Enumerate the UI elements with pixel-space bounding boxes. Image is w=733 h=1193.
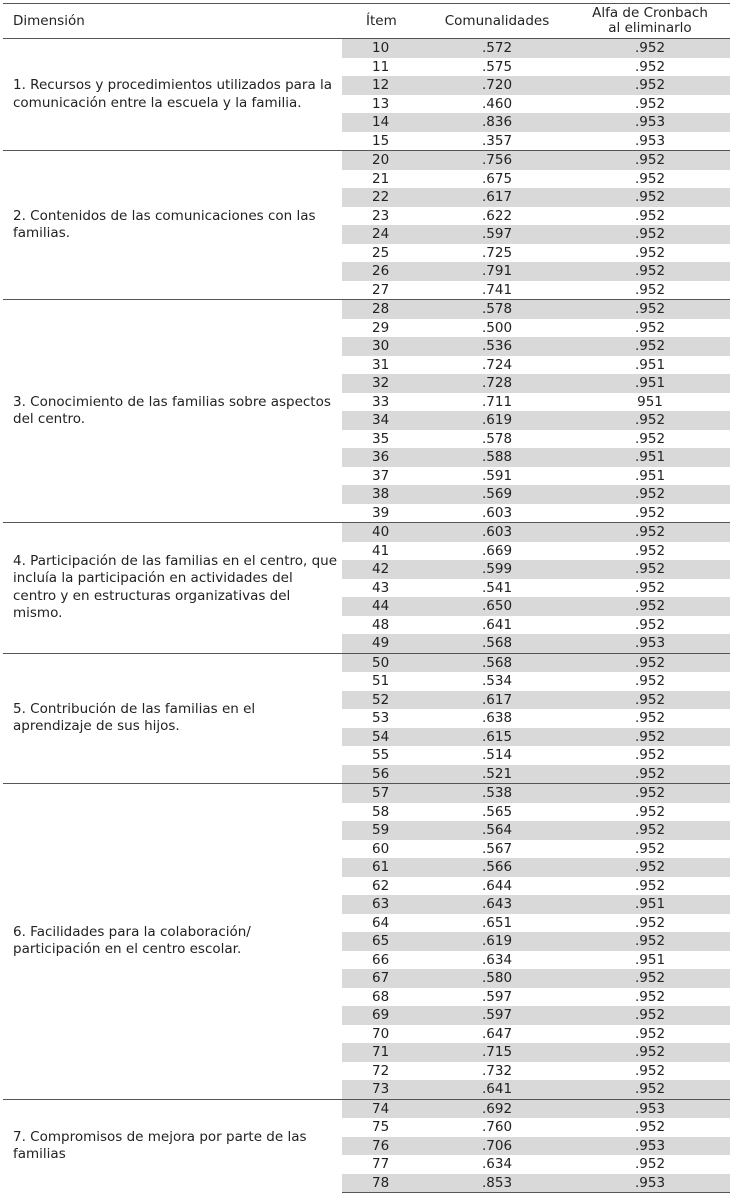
item-number-cell: 73: [342, 1080, 424, 1099]
alpha-cell: .952: [634, 747, 666, 763]
alpha-cell: .952: [570, 523, 730, 542]
alpha-cell: .952: [634, 988, 666, 1005]
communality-cell: .580: [424, 969, 570, 988]
alpha-cell: .953: [570, 1137, 730, 1156]
item-number-cell: 10: [342, 39, 424, 58]
communality-cell: .615: [424, 728, 570, 747]
communality-cell: .572: [424, 39, 570, 58]
communality-cell: .599: [424, 560, 570, 579]
communality-cell: .741: [481, 281, 513, 298]
item-number-cell: 72: [372, 1062, 390, 1079]
item-number-cell: 12: [342, 76, 424, 95]
communality-cell: .634: [481, 1156, 513, 1172]
item-number-cell: 23: [372, 207, 390, 224]
alpha-cell: .952: [570, 969, 730, 988]
header-row: [3, 4, 730, 39]
alpha-cell: .951: [570, 895, 730, 914]
communality-cell: .641: [424, 1080, 570, 1099]
alpha-cell: .952: [634, 95, 666, 112]
communality-cell: .575: [481, 58, 513, 75]
item-number-cell: 71: [342, 1043, 424, 1062]
item-number-cell: 20: [342, 151, 424, 170]
alpha-cell: .952: [570, 597, 730, 616]
communality-cell: .568: [424, 634, 570, 653]
item-number-cell: 38: [342, 485, 424, 504]
alpha-cell: .952: [570, 39, 730, 58]
item-number-cell: 77: [372, 1156, 390, 1172]
item-number-cell: 44: [342, 597, 424, 616]
item-number-cell: 65: [342, 932, 424, 951]
alpha-cell: .952: [570, 411, 730, 430]
communality-cell: .357: [481, 132, 513, 149]
dimension-cell: 1. Recursos y procedimientos utilizados para la comunicación entre la escuela y la familia.: [3, 39, 342, 151]
item-number-cell: 50: [342, 653, 424, 672]
item-number-cell: 28: [342, 300, 424, 319]
dimension-cell: 7. Compromisos de mejora por parte de las familias: [3, 1099, 342, 1193]
communality-cell: .711: [481, 393, 513, 410]
alpha-cell: .952: [570, 858, 730, 877]
item-number-cell: 33: [372, 393, 390, 410]
item-number-cell: 74: [342, 1099, 424, 1118]
dimension-cell: 5. Contribución de las familias en el aprendizaje de sus hijos.: [3, 653, 342, 784]
item-number-cell: 29: [372, 319, 390, 336]
table-header: [3, 4, 730, 39]
alpha-cell: .952: [634, 170, 666, 187]
communality-cell: .644: [481, 877, 513, 894]
communality-cell: .564: [424, 821, 570, 840]
alpha-cell: .952: [570, 485, 730, 504]
item-number-cell: 27: [372, 281, 390, 298]
communality-cell: .597: [424, 1006, 570, 1025]
item-number-cell: 75: [372, 1119, 390, 1135]
communality-cell: .619: [424, 411, 570, 430]
alpha-cell: .953: [570, 1099, 730, 1118]
communality-cell: .500: [481, 319, 513, 336]
dimension-cell: 6. Facilidades para la colaboración/ participación en el centro escolar.: [3, 784, 342, 1100]
item-number-cell: 24: [342, 225, 424, 244]
header-item: Ítem: [342, 4, 424, 39]
item-number-cell: 48: [372, 616, 390, 633]
alpha-cell: .952: [634, 1156, 666, 1172]
communality-cell: .541: [481, 579, 513, 596]
item-number-cell: 62: [372, 877, 390, 894]
communality-cell: .568: [424, 653, 570, 672]
item-number-cell: 30: [342, 337, 424, 356]
item-number-cell: 59: [342, 821, 424, 840]
table-row: [3, 523, 730, 542]
alpha-cell: .952: [570, 337, 730, 356]
item-number-cell: 78: [342, 1174, 424, 1193]
item-number-cell: 54: [342, 728, 424, 747]
communality-cell: .538: [424, 784, 570, 803]
communality-cell: .853: [424, 1174, 570, 1193]
alpha-cell: .952: [634, 840, 666, 857]
alpha-cell: .952: [570, 691, 730, 710]
communality-cell: .591: [481, 467, 513, 484]
item-number-cell: 37: [372, 467, 390, 484]
dimension-cell: 4. Participación de las familias en el centro, que incluía la participación en actividades del centro y en estructuras organizativas del mismo.: [3, 523, 342, 654]
item-number-cell: 21: [372, 170, 390, 187]
communality-cell: .578: [424, 300, 570, 319]
alpha-cell: .952: [570, 1006, 730, 1025]
alpha-cell: .951: [570, 448, 730, 467]
item-number-cell: 52: [342, 691, 424, 710]
header-cronbach-alpha: [570, 4, 730, 39]
item-number-cell: 13: [372, 95, 390, 112]
table-row: [3, 784, 730, 803]
alpha-cell: .952: [570, 653, 730, 672]
item-number-cell: 57: [342, 784, 424, 803]
communality-cell: .597: [424, 225, 570, 244]
alpha-cell: .952: [634, 616, 666, 633]
item-number-cell: 58: [372, 803, 390, 820]
item-number-cell: 56: [342, 765, 424, 784]
item-number-cell: 42: [342, 560, 424, 579]
alpha-cell: .952: [570, 76, 730, 95]
item-number-cell: 70: [372, 1025, 390, 1042]
communality-cell: .720: [424, 76, 570, 95]
item-number-cell: 35: [372, 430, 390, 447]
communality-cell: .643: [424, 895, 570, 914]
dimension-cell: 3. Conocimiento de las familias sobre aspectos del centro.: [3, 300, 342, 523]
alpha-cell: .952: [634, 319, 666, 336]
communality-cell: .669: [481, 542, 513, 559]
header-dimension: Dimensión: [3, 4, 342, 39]
alpha-cell: .952: [634, 58, 666, 75]
alpha-cell: .953: [570, 634, 730, 653]
item-number-cell: 55: [372, 747, 390, 763]
table-row: [3, 39, 730, 58]
item-number-cell: 11: [372, 58, 390, 75]
alpha-cell: .952: [570, 932, 730, 951]
communalities-table: [3, 3, 730, 1193]
item-number-cell: 32: [342, 374, 424, 393]
item-number-cell: 49: [342, 634, 424, 653]
communality-cell: .617: [424, 691, 570, 710]
communality-cell: .756: [424, 151, 570, 170]
item-number-cell: 36: [342, 448, 424, 467]
communality-cell: .536: [424, 337, 570, 356]
communality-cell: .460: [481, 95, 513, 112]
alpha-cell: .952: [570, 151, 730, 170]
item-number-cell: 26: [342, 262, 424, 281]
item-number-cell: 67: [342, 969, 424, 988]
alpha-cell: .952: [634, 803, 666, 820]
item-number-cell: 40: [342, 523, 424, 542]
item-number-cell: 34: [342, 411, 424, 430]
item-number-cell: 15: [372, 132, 390, 149]
item-number-cell: 60: [372, 840, 390, 857]
alpha-cell: .952: [634, 207, 666, 224]
communality-cell: .647: [481, 1025, 513, 1042]
alpha-cell: .952: [570, 560, 730, 579]
dimension-cell: 2. Contenidos de las comunicaciones con las familias.: [3, 151, 342, 300]
communality-cell: .597: [481, 988, 513, 1005]
communality-cell: .588: [424, 448, 570, 467]
item-number-cell: 76: [342, 1137, 424, 1156]
communality-cell: .651: [481, 914, 513, 931]
alpha-cell: .952: [570, 262, 730, 281]
alpha-cell: .952: [634, 542, 666, 559]
alpha-cell: .952: [634, 673, 666, 689]
item-number-cell: 31: [372, 356, 390, 373]
table-row: [3, 300, 730, 319]
alpha-cell: .953: [634, 132, 666, 149]
item-number-cell: 39: [372, 504, 390, 521]
communality-cell: .706: [424, 1137, 570, 1156]
communality-cell: .565: [481, 803, 513, 820]
communality-cell: .732: [481, 1062, 513, 1079]
item-number-cell: 63: [342, 895, 424, 914]
alpha-cell: .953: [570, 113, 730, 132]
communality-cell: .569: [424, 485, 570, 504]
item-number-cell: 14: [342, 113, 424, 132]
alpha-cell: .952: [634, 281, 666, 298]
communality-cell: .603: [481, 504, 513, 521]
alpha-cell: 951: [637, 393, 663, 410]
alpha-cell: .952: [570, 821, 730, 840]
header-alpha-line1: Alfa de Cronbach: [592, 5, 708, 21]
alpha-cell: .952: [634, 877, 666, 894]
communality-cell: .578: [481, 430, 513, 447]
communality-cell: .617: [424, 188, 570, 207]
table-body: [3, 39, 730, 1193]
alpha-cell: .951: [634, 951, 666, 968]
item-number-cell: 51: [372, 673, 390, 689]
communality-cell: .760: [481, 1119, 513, 1135]
alpha-cell: .952: [634, 244, 666, 261]
alpha-cell: .952: [570, 728, 730, 747]
alpha-cell: .952: [634, 1062, 666, 1079]
communality-cell: .715: [424, 1043, 570, 1062]
communality-cell: .534: [481, 673, 513, 689]
alpha-cell: .952: [634, 1119, 666, 1135]
communality-cell: .650: [424, 597, 570, 616]
communality-cell: .603: [424, 523, 570, 542]
alpha-cell: .952: [570, 1080, 730, 1099]
alpha-cell: .952: [570, 225, 730, 244]
table-row: [3, 151, 730, 170]
alpha-cell: .951: [634, 356, 666, 373]
item-number-cell: 22: [342, 188, 424, 207]
alpha-cell: .952: [634, 710, 666, 726]
communality-cell: .791: [424, 262, 570, 281]
item-number-cell: 25: [372, 244, 390, 261]
header-alpha-line2: al eliminarlo: [608, 20, 692, 36]
alpha-cell: .952: [570, 1043, 730, 1062]
alpha-cell: .953: [570, 1174, 730, 1193]
alpha-cell: .952: [634, 1025, 666, 1042]
alpha-cell: .952: [634, 430, 666, 447]
communality-cell: .836: [424, 113, 570, 132]
item-number-cell: 61: [342, 858, 424, 877]
communality-cell: .521: [424, 765, 570, 784]
communality-cell: .566: [424, 858, 570, 877]
table-row: [3, 653, 730, 672]
communality-cell: .634: [481, 951, 513, 968]
alpha-cell: .951: [634, 467, 666, 484]
alpha-cell: .952: [570, 300, 730, 319]
communality-cell: .638: [481, 710, 513, 726]
item-number-cell: 69: [342, 1006, 424, 1025]
alpha-cell: .952: [634, 914, 666, 931]
alpha-cell: .952: [570, 188, 730, 207]
item-number-cell: 53: [372, 710, 390, 726]
item-number-cell: 68: [372, 988, 390, 1005]
item-number-cell: 66: [372, 951, 390, 968]
header-communalities: Comunalidades: [424, 4, 570, 39]
alpha-cell: .951: [570, 374, 730, 393]
communality-cell: .641: [481, 616, 513, 633]
alpha-cell: .952: [570, 784, 730, 803]
communality-cell: .724: [481, 356, 513, 373]
item-number-cell: 41: [372, 542, 390, 559]
communality-cell: .514: [481, 747, 513, 763]
item-number-cell: 64: [372, 914, 390, 931]
alpha-cell: .952: [634, 579, 666, 596]
communality-cell: .675: [481, 170, 513, 187]
communality-cell: .692: [424, 1099, 570, 1118]
communality-cell: .619: [424, 932, 570, 951]
item-number-cell: 43: [372, 579, 390, 596]
alpha-cell: .952: [634, 504, 666, 521]
communality-cell: .725: [481, 244, 513, 261]
table-row: [3, 1099, 730, 1118]
communality-cell: .567: [481, 840, 513, 857]
alpha-cell: .952: [570, 765, 730, 784]
communality-cell: .728: [424, 374, 570, 393]
communality-cell: .622: [481, 207, 513, 224]
